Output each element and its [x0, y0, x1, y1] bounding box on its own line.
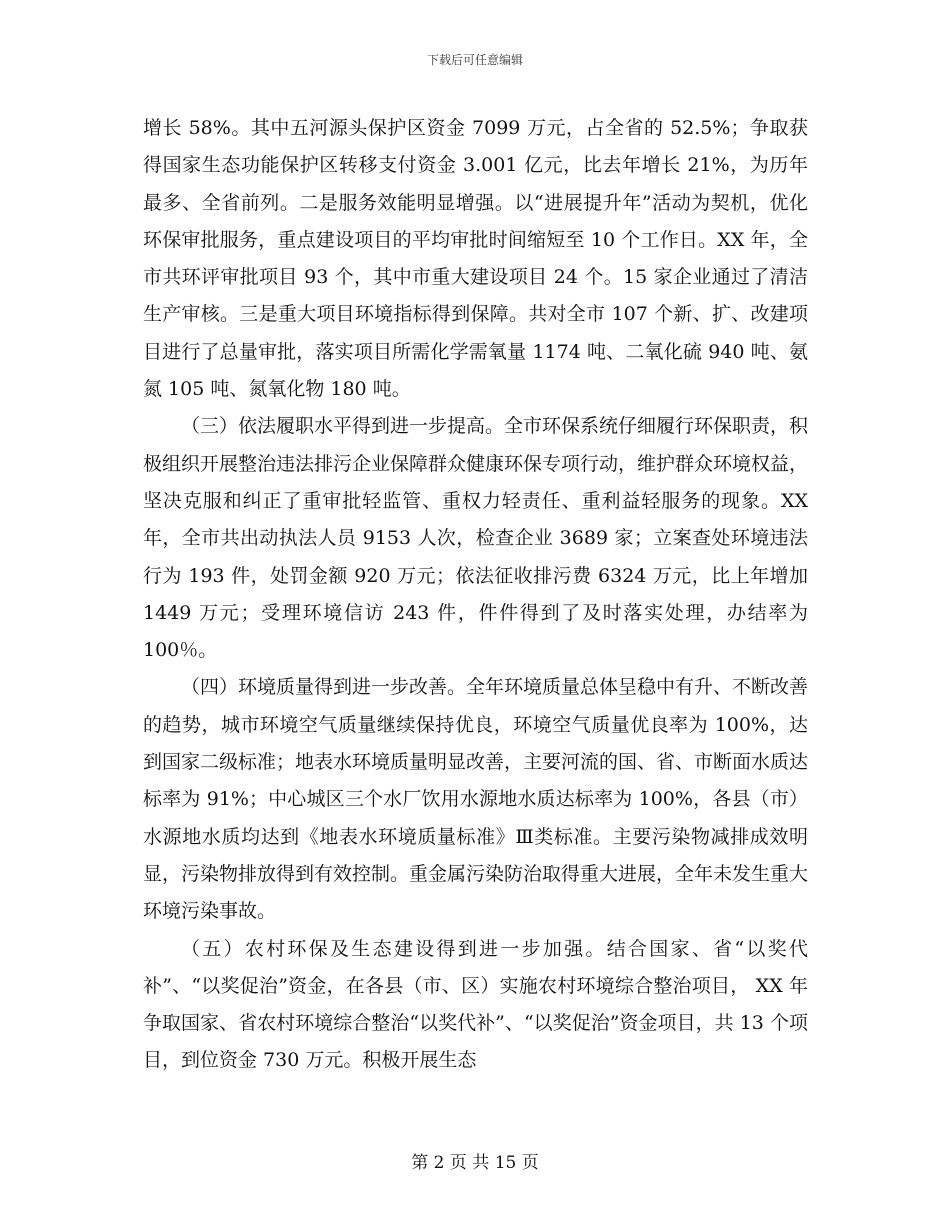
- document-body: [143, 110, 808, 1080]
- paragraph-4: （五）农村环保及生态建设得到进一步加强。结合国家、省“以奖代补”、“以奖促治”资金，在各县（市、区）实施农村环境综合整治项目， XX 年争取国家、省农村环境综合整治“以奖代补”、“以奖促治”资金项目，共 13 个项目，到位资金 730 万元。积极开展生态: [143, 937, 808, 1072]
- paragraph-3: （四）环境质量得到进一步改善。全年环境质量总体呈稳中有升、不断改善的趋势，城市环境空气质量继续保持优良，环境空气质量优良率为 100%，达到国家二级标准；地表水环境质量明显改善，主要河流的国、省、市断面水质达标率为 91%；中心城区三个水厂饮用水源地水质达标率为 100%，各县（市）水源地水质均达到《地表水环境质量标准》Ⅲ类标准。主要污染物减排成效明显，污染物排放得到有效控制。重金属污染防治取得重大进展，全年未发生重大环境污染事故。: [143, 676, 809, 923]
- page-number: 第 2 页 共 15 页: [411, 1153, 539, 1173]
- paragraph-2: （三）依法履职水平得到进一步提高。全市环保系统仔细履行环保职责，积极组织开展整治违法排污企业保障群众健康环保专项行动，维护群众环境权益，坚决克服和纠正了重审批轻监管、重权力轻责任、重利益轻服务的现象。XX 年，全市共出动执法人员 9153 人次，检查企业 3689 家；立案查处环境违法行为 193 件，处罚金额 920 万元；依法征收排污费 6324 万元，比上年增加 1449 万元；受理环境信访 243 件，件件得到了及时落实处理，办结率为 100％。: [143, 415, 809, 662]
- paragraph-1: 增长 58%。其中五河源头保护区资金 7099 万元，占全省的 52.5%；争取获得国家生态功能保护区转移支付资金 3.001 亿元，比去年增长 21%，为历年最多、全省前列。二是服务效能明显增强。以“进展提升年”活动为契机，优化环保审批服务，重点建设项目的平均审批时间缩短至 10 个工作日。XX 年，全市共环评审批项目 93 个，其中市重大建设项目 24 个。15 家企业通过了清洁生产审核。三是重大项目环境指标得到保障。共对全市 107 个新、扩、改建项目进行了总量审批，落实项目所需化学需氧量 1174 吨、二氧化硫 940 吨、氨氮 105 吨、氮氧化物 180 吨。: [143, 117, 808, 401]
- page-header-note: 下载后可任意编辑: [426, 53, 523, 67]
